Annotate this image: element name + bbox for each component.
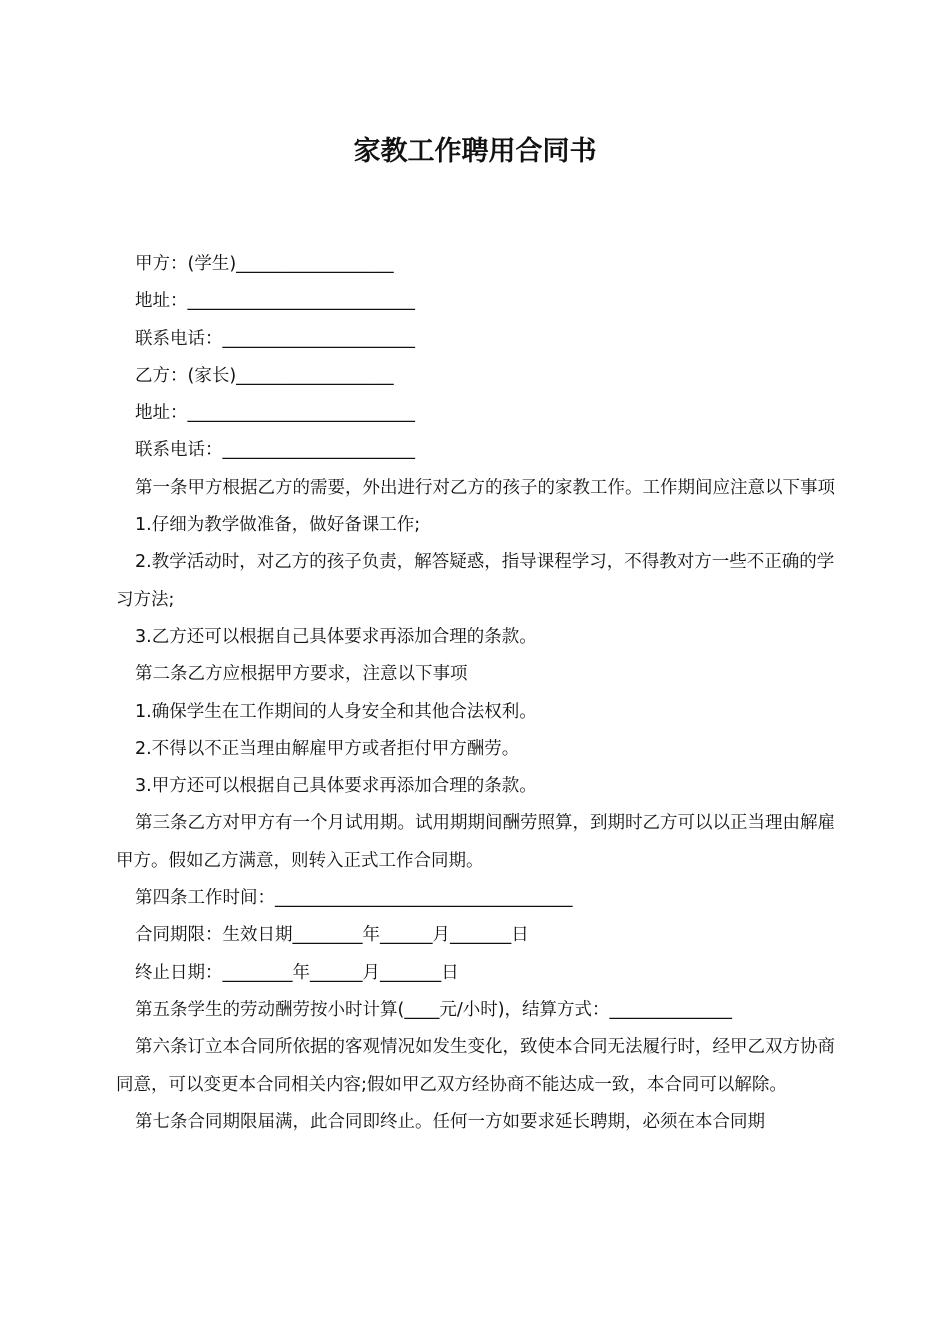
article-2: 第二条乙方应根据甲方要求，注意以下事项 [135, 664, 468, 685]
article-2-item-1: 1.确保学生在工作期间的人身安全和其他合法权利。 [135, 701, 537, 722]
article-1-item-2: 2.教学活动时，对乙方的孩子负责，解答疑惑，指导课程学习，不得教对方一些不正确的学习方法; [116, 552, 835, 610]
party-a-phone-line: 联系电话：______________________ [135, 328, 415, 349]
party-a-line: 甲方：(学生)__________________ [135, 254, 394, 274]
contract-term-line: 合同期限：生效日期________年______月_______日 [135, 925, 529, 946]
document-body [116, 246, 840, 1141]
article-1-item-1: 1.仔细为教学做准备，做好备课工作; [135, 515, 421, 536]
article-7: 第七条合同期限届满，此合同即终止。任何一方如要求延长聘期，必须在本合同期 [135, 1111, 765, 1132]
document-title: 家教工作聘用合同书 [353, 136, 597, 167]
article-1-item-3: 3.乙方还可以根据自己具体要求再添加合理的条款。 [135, 626, 537, 647]
article-4: 第四条工作时间：__________________________________ [135, 888, 573, 909]
party-b-address-line: 地址：__________________________ [135, 403, 415, 424]
article-1: 第一条甲方根据乙方的需要，外出进行对乙方的孩子的家教工作。工作期间应注意以下事项 [135, 477, 835, 498]
party-b-line: 乙方：(家长)__________________ [135, 365, 394, 386]
party-a-address-line: 地址：__________________________ [135, 291, 415, 312]
article-2-item-3: 3.甲方还可以根据自己具体要求再添加合理的条款。 [135, 776, 537, 797]
party-b-phone-line: 联系电话：______________________ [135, 440, 415, 461]
termination-date-line: 终止日期：________年______月_______日 [135, 962, 459, 983]
article-6: 第六条订立本合同所依据的客观情况如发生变化，致使本合同无法履行时，经甲乙双方协商同意，可以变更本合同相关内容;假如甲乙双方经协商不能达成一致，本合同可以解除。 [116, 1037, 835, 1095]
article-3: 第三条乙方对甲方有一个月试用期。试用期期间酬劳照算，到期时乙方可以以正当理由解雇甲方。假如乙方满意，则转入正式工作合同期。 [116, 813, 835, 871]
article-5: 第五条学生的劳动酬劳按小时计算(____元/小时)，结算方式：______________ [135, 999, 733, 1020]
article-2-item-2: 2.不得以不正当理由解雇甲方或者拒付甲方酬劳。 [135, 738, 520, 759]
